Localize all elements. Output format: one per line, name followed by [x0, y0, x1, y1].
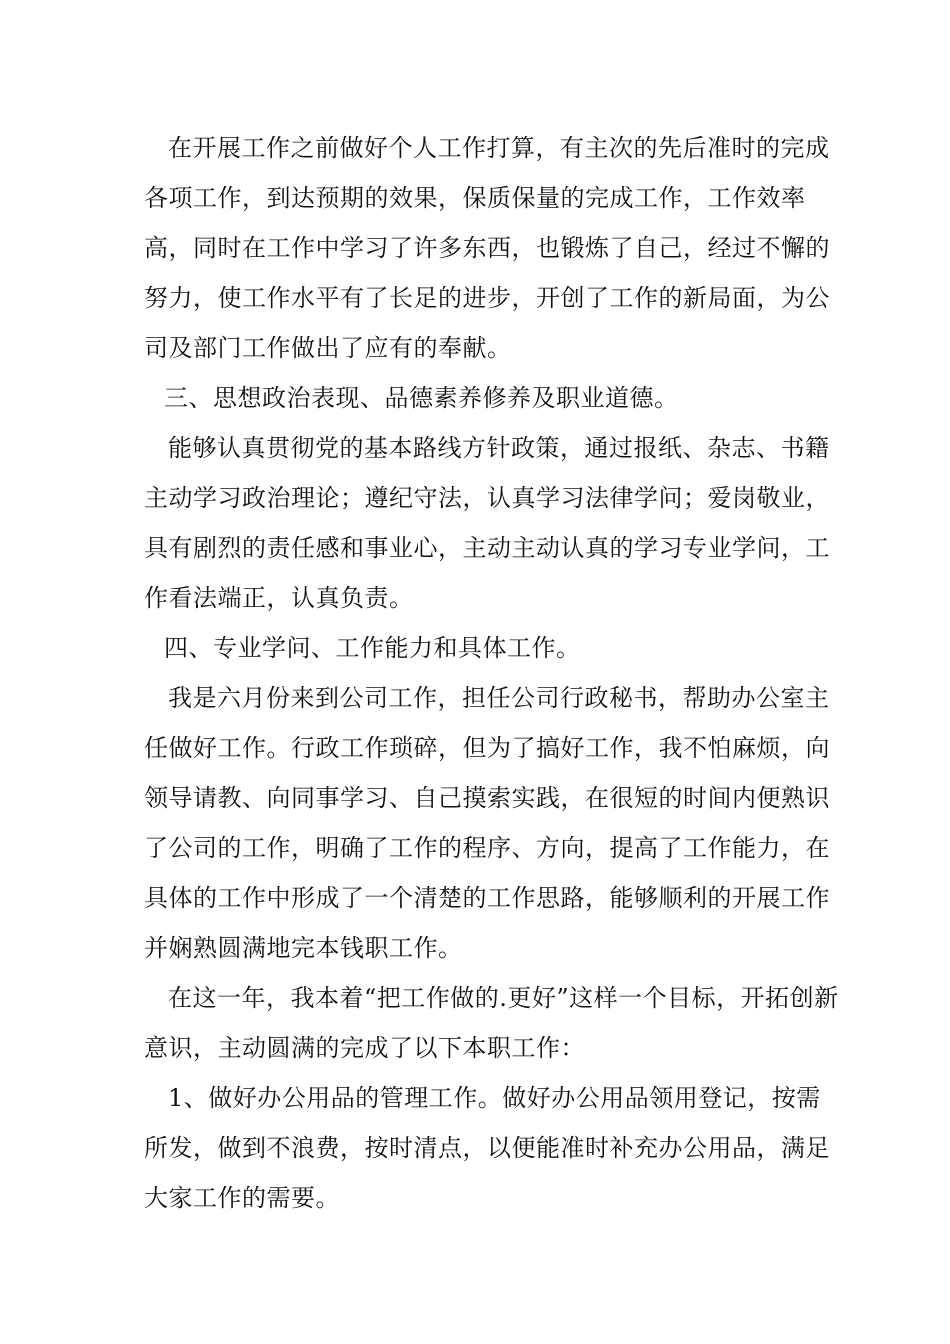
section-heading-professional-work: 四、专业学问、工作能力和具体工作。 [164, 634, 581, 662]
paragraph-job-role: 我是六月份来到公司工作，担任公司行政秘书，帮助办公室主任做好工作。行政工作琐碎，但为了搞好工作，我不怕麻烦，向领导请教、向同事学习、自己摸索实践，在很短的时间内便熟识了公司的工作，明确了工作的程序、方向，提高了工作能力，在具体的工作中形成了一个清楚的工作思路，能够顺利的开展工作并娴熟圆满地完本钱职工作。 [144, 684, 830, 962]
paragraph-office-supplies: 1、做好办公用品的管理工作。做好办公用品领用登记，按需所发，做到不浪费，按时清点，以便能准时补充办公用品，满足大家工作的需要。 [144, 1084, 830, 1212]
paragraph-political-conduct: 能够认真贯彻党的基本路线方针政策，通过报纸、杂志、书籍主动学习政治理论；遵纪守法，认真学习法律学问；爱岗敬业，具有剧烈的责任感和事业心，主动主动认真的学习专业学问，工作看法端正，认真负责。 [144, 434, 830, 612]
paragraph-work-planning: 在开展工作之前做好个人工作打算，有主次的先后准时的完成各项工作，到达预期的效果，保质保量的完成工作，工作效率高，同时在工作中学习了许多东西，也锻炼了自己，经过不懈的努力，使工作水平有了长足的进步，开创了工作的新局面，为公司及部门工作做出了应有的奉献。 [144, 134, 830, 362]
section-heading-political-conduct: 三、思想政治表现、品德素养修养及职业道德。 [164, 384, 679, 412]
paragraph-year-goal: 在这一年，我本着“把工作做的.更好”这样一个目标，开拓创新意识，主动圆满的完成了以下本职工作： [144, 984, 839, 1062]
